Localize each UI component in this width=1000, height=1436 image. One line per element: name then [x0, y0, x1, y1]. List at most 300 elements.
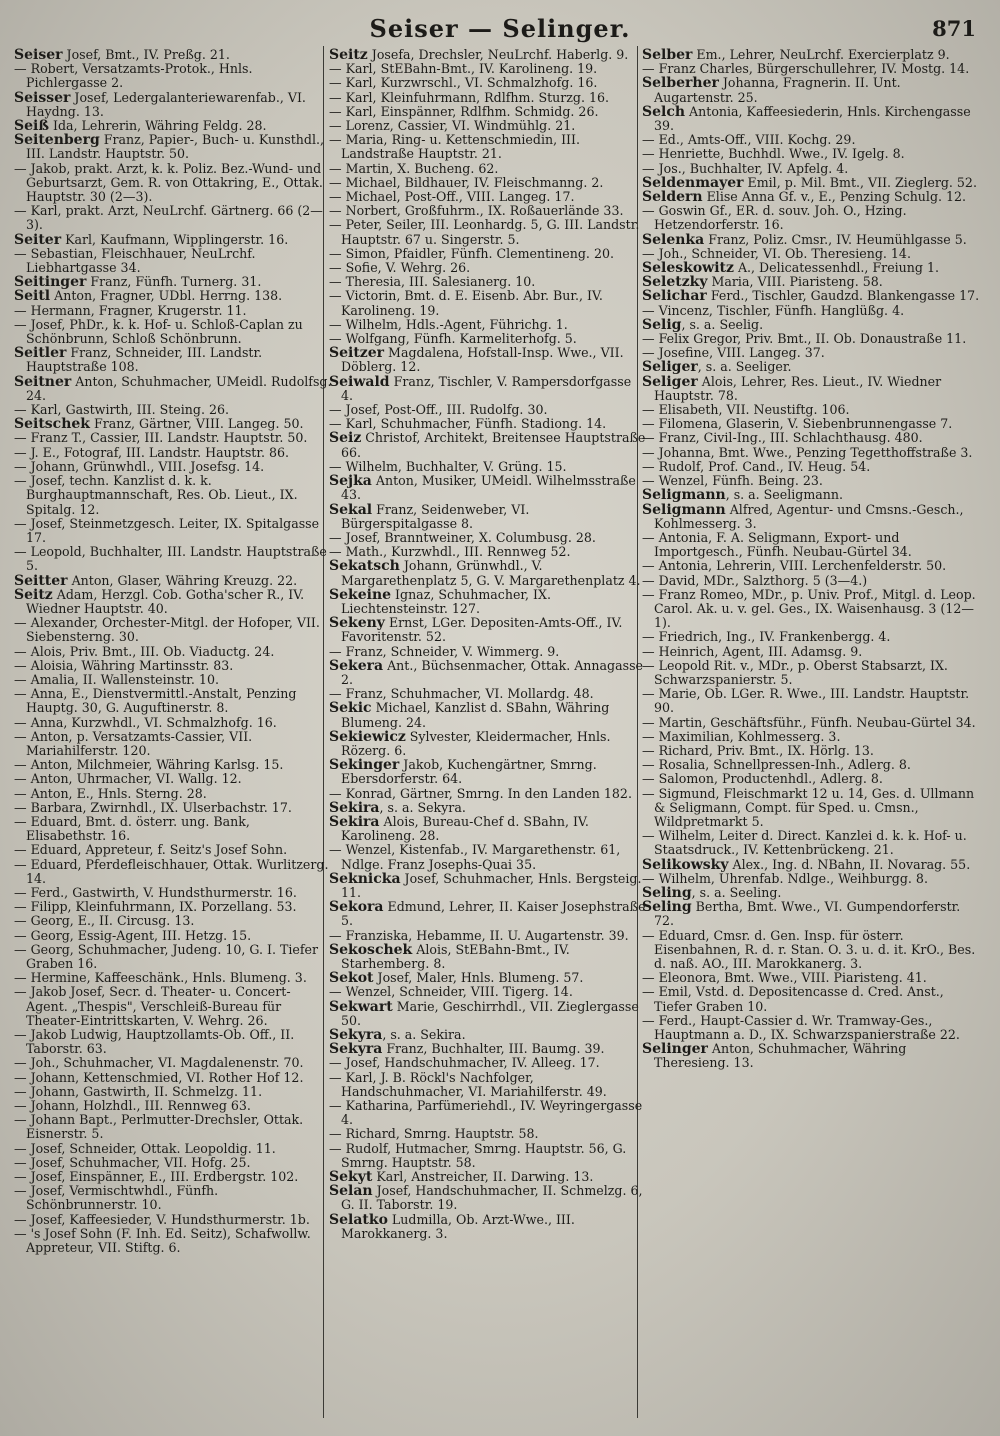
directory-entry [642, 431, 982, 445]
entry-surname: Sekyra [329, 1041, 383, 1058]
entry-surname: Sekiewicz [329, 728, 406, 745]
directory-entry [329, 1028, 647, 1042]
entry-text: Sylvester, Kleidermacher, Hnls. Rözerg. 6. [341, 728, 611, 758]
entry-text: Anton, Glaser, Währing Kreuzg. 22. [67, 572, 298, 588]
entry-surname: Sekal [329, 501, 373, 518]
entry-text: — Filipp, Kleinfuhrmann, IX. Porzellang. 53. [14, 899, 297, 915]
entry-text: — Hermann, Fragner, Krugerstr. 11. [14, 302, 247, 318]
entry-text: — Jakob, prakt. Arzt, k. k. Poliz. Bez.-Wund- und Geburtsarzt, Gem. R. von Ottakring, E., Ottak. Hauptstr. 30 (2—3). [14, 160, 323, 205]
entry-text: — Jos., Buchhalter, IV. Apfelg. 4. [642, 160, 849, 176]
directory-entry [14, 929, 332, 943]
entry-text: — Norbert, Großfuhrm., IX. Roßauerlände 33. [329, 203, 624, 219]
directory-entry [329, 403, 647, 417]
entry-text: Michael, Kanzlist d. SBahn, Währing Blumeng. 24. [341, 700, 610, 730]
directory-entry [14, 1071, 332, 1085]
entry-text: — Karl, Kleinfuhrmann, Rdlfhm. Sturzg. 16. [329, 89, 610, 105]
directory-entry [329, 218, 647, 246]
directory-entry [329, 588, 647, 616]
directory-entry [329, 815, 647, 843]
entry-text: — Maria, Ring- u. Kettenschmiedin, III. Landstraße Hauptstr. 21. [329, 132, 581, 162]
entry-surname: Sekic [329, 700, 372, 717]
entry-text: Franz, Poliz. Cmsr., IV. Heumühlgasse 5. [704, 231, 967, 247]
entry-text: , s. a. Seelig. [681, 316, 764, 332]
entry-text: — Leopold Rit. v., MDr., p. Oberst Stabsarzt, IX. Schwarzspanierstr. 5. [642, 657, 948, 687]
directory-entry [642, 275, 982, 289]
directory-entry [14, 119, 332, 133]
entry-text: Josef, Bmt., IV. Preßg. 21. [62, 48, 230, 62]
directory-entry [642, 375, 982, 403]
directory-entry [329, 1056, 647, 1070]
directory-entry [329, 872, 647, 900]
directory-entry [642, 716, 982, 730]
entry-text: — Karl, prakt. Arzt, NeuLrchf. Gärtnerg. 66 (2—3). [14, 203, 323, 233]
entry-text: Josef, Schuhmacher, Hnls. Bergsteig. 11. [341, 870, 642, 900]
directory-entry [14, 588, 332, 616]
directory-entry [642, 531, 982, 559]
entry-text: Anton, Musiker, UMeidl. Wilhelmsstraße 43. [341, 473, 636, 503]
directory-entry [329, 1000, 647, 1028]
directory-entry [329, 176, 647, 190]
directory-entry [14, 62, 332, 90]
entry-text: — Josef, Kaffeesieder, V. Hundsthurmerstr. 1b. [14, 1211, 310, 1227]
entry-text: — Goswin Gf., ER. d. souv. Joh. O., Hzing. Hetzendorferstr. 16. [642, 203, 907, 233]
directory-entry [642, 76, 982, 104]
entry-text: Em., Lehrer, NeuLrchf. Exercierplatz 9. [692, 48, 950, 62]
entry-surname: Seitschek [14, 416, 90, 433]
entry-text: — Barbara, Zwirnhdl., IX. Ulserbachstr. 17. [14, 799, 292, 815]
entry-text: — J. E., Fotograf, III. Landstr. Hauptstr. 86. [14, 444, 290, 460]
directory-entry [329, 545, 647, 559]
directory-entry [642, 630, 982, 644]
directory-entry [642, 886, 982, 900]
directory-entry [642, 176, 982, 190]
directory-entry [329, 531, 647, 545]
entry-text: — Georg, Essig-Agent, III. Hetzg. 15. [14, 927, 252, 943]
entry-surname: Selatko [329, 1211, 388, 1228]
directory-entry [329, 1170, 647, 1184]
directory-entry [329, 900, 647, 928]
directory-entry [329, 76, 647, 90]
entry-text: — Wilhelm, Hdls.-Agent, Führichg. 1. [329, 316, 568, 332]
directory-entry [642, 574, 982, 588]
entry-text: — Eduard, Cmsr. d. Gen. Insp. für österr. Eisenbahnen, R. d. r. Stan. O. 3. u. d. it. KrO., Bes. d. naß. AO., III. Marokkanerg. 3. [642, 927, 976, 971]
entry-text: — Ferd., Haupt-Cassier d. Wr. Tramway-Ges., Hauptmann a. D., IX. Schwarzspanierstraße 22. [642, 1012, 960, 1043]
directory-entry [642, 1042, 982, 1070]
directory-entry [329, 971, 647, 985]
directory-entry [642, 985, 982, 1013]
entry-text: — Wilhelm, Uhrenfab. Ndlge., Weihburgg. 8. [642, 870, 928, 886]
entry-text: , s. a. Seeligmann. [725, 487, 844, 503]
entry-text: — Michael, Bildhauer, IV. Fleischmanng. 2. [329, 174, 604, 190]
entry-text: — Sofie, V. Wehrg. 26. [329, 260, 471, 276]
entry-text: — Karl, Gastwirth, III. Steing. 26. [14, 402, 229, 418]
directory-entry [329, 332, 647, 346]
entry-text: — Richard, Priv. Bmt., IX. Hörlg. 13. [642, 742, 874, 758]
directory-entry [14, 1056, 332, 1070]
directory-entry [14, 772, 332, 786]
entry-text: Edmund, Lehrer, II. Kaiser Josephstraße 5. [341, 899, 646, 929]
directory-entry [14, 971, 332, 985]
directory-entry [642, 474, 982, 488]
directory-entry [329, 48, 647, 62]
entry-text: — Felix Gregor, Priv. Bmt., II. Ob. Donaustraße 11. [642, 331, 967, 347]
directory-entry [642, 460, 982, 474]
directory-entry [14, 318, 332, 346]
entry-surname: Seiser [14, 48, 63, 63]
directory-entry [329, 162, 647, 176]
directory-entry [329, 204, 647, 218]
entry-text: — Ferd., Gastwirth, V. Hundsthurmerstr. 16. [14, 884, 297, 900]
directory-entry [329, 91, 647, 105]
entry-text: — Karl, StEBahn-Bmt., IV. Karolineng. 19. [329, 61, 598, 77]
directory-entry [329, 105, 647, 119]
entry-text: Anton, Schuhmacher, UMeidl. Rudolfsg. 24. [26, 373, 332, 403]
entry-surname: Seitl [14, 288, 51, 305]
directory-entry [642, 162, 982, 176]
directory-column-2 [329, 48, 647, 1418]
entry-text: — Theresia, III. Salesianerg. 10. [329, 274, 536, 290]
directory-entry [642, 872, 982, 886]
directory-entry [14, 446, 332, 460]
entry-surname: Sekyra [329, 1027, 383, 1044]
entry-text: — Heinrich, Agent, III. Adamsg. 9. [642, 643, 863, 659]
entry-surname: Seitz [14, 586, 53, 603]
directory-entry [642, 900, 982, 928]
directory-entry [642, 304, 982, 318]
entry-text: — Wenzel, Fünfh. Being. 23. [642, 473, 823, 489]
entry-text: — Alois, Priv. Bmt., III. Ob. Viaductg. 24. [14, 643, 275, 659]
directory-entry [642, 247, 982, 261]
directory-entry [329, 460, 647, 474]
entry-text: Josef, Maler, Hnls. Blumeng. 57. [373, 970, 584, 986]
entry-surname: Seiwald [329, 373, 390, 390]
entry-text: Franz, Fünfh. Turnerg. 31. [86, 274, 262, 290]
entry-text: — Wenzel, Kistenfab., IV. Margarethenstr. 61, Ndlge. Franz Josephs-Quai 35. [329, 842, 621, 872]
directory-entry [642, 787, 982, 830]
entry-text: — Franz T., Cassier, III. Landstr. Hauptstr. 50. [14, 430, 308, 446]
entry-text: — Anna, E., Dienstvermittl.-Anstalt, Penzing Hauptg. 30, G. Auguftinerstr. 8. [14, 686, 297, 716]
page-header [0, 12, 1000, 52]
entry-text: — Georg, E., II. Circusg. 13. [14, 913, 195, 929]
entry-text: Ant., Büchsenmacher, Ottak. Annagasse 2. [341, 657, 643, 687]
directory-entry [14, 517, 332, 545]
directory-entry [14, 985, 332, 1028]
directory-entry [329, 1213, 647, 1241]
directory-entry [329, 318, 647, 332]
entry-surname: Selikowsky [642, 856, 729, 873]
entry-text: — Josef, Steinmetzgesch. Leiter, IX. Spitalgasse 17. [14, 515, 320, 545]
entry-text: , s. a. Sekyra. [379, 799, 466, 815]
directory-entry [329, 730, 647, 758]
directory-entry [14, 900, 332, 914]
directory-entry [14, 247, 332, 275]
directory-entry [14, 289, 332, 303]
entry-surname: Selch [642, 103, 686, 120]
entry-text: — Josef, Handschuhmacher, IV. Alleeg. 17. [329, 1055, 600, 1071]
directory-entry [14, 758, 332, 772]
entry-text: — Eduard, Pferdefleischhauer, Ottak. Wurlitzerg. 14. [14, 856, 329, 886]
directory-entry [642, 48, 982, 62]
entry-surname: Selichar [642, 288, 707, 305]
entry-text: — Anton, p. Versatzamts-Cassier, VII. Mariahilferstr. 120. [14, 728, 253, 758]
entry-surname: Sekeny [329, 615, 385, 632]
directory-entry [14, 673, 332, 687]
entry-text: Josef, Ledergalanteriewarenfab., VI. Haydng. 13. [26, 89, 306, 119]
entry-text: — Josef, Schuhmacher, VII. Hofg. 25. [14, 1154, 251, 1170]
entry-text: — Josefine, VIII. Langeg. 37. [642, 345, 825, 361]
directory-entry [14, 659, 332, 673]
entry-surname: Seisser [14, 89, 71, 106]
entry-surname: Sekyt [329, 1169, 373, 1186]
entry-text: — Martin, Geschäftsführ., Fünfh. Neubau-Gürtel 34. [642, 714, 976, 730]
directory-entry [642, 1014, 982, 1042]
entry-text: Emil, p. Mil. Bmt., VII. Zieglerg. 52. [743, 174, 977, 190]
directory-entry [329, 417, 647, 431]
entry-surname: Sekera [329, 657, 384, 674]
entry-text: Marie, Geschirrhdl., VII. Zieglergasse 50. [341, 998, 639, 1028]
entry-text: — Johann, Kettenschmied, VI. Rother Hof 12. [14, 1069, 304, 1085]
entry-text: Antonia, Kaffeesiederin, Hnls. Kirchengasse 39. [654, 103, 971, 134]
directory-entry [642, 360, 982, 374]
entry-text: — Peter, Seiler, III. Leonhardg. 5, G. III. Landstr. Hauptstr. 67 u. Singerstr. 5. [329, 217, 640, 247]
entry-surname: Sekira [329, 799, 380, 816]
entry-text: Franz, Seidenweber, VI. Bürgerspitalgasse 8. [341, 501, 530, 531]
entry-text: Bertha, Bmt. Wwe., VI. Gumpendorferstr. 72. [654, 899, 961, 929]
entry-text: Ernst, LGer. Depositen-Amts-Off., IV. Favoritenstr. 52. [341, 615, 623, 645]
entry-surname: Sekira [329, 813, 380, 830]
entry-text: — Josef, Vermischtwhdl., Fünfh. Schönbrunnerstr. 10. [14, 1183, 219, 1213]
entry-surname: Seletzky [642, 274, 708, 291]
directory-entry [642, 190, 982, 204]
directory-entry [14, 346, 332, 374]
directory-entry [14, 545, 332, 573]
entry-text: — Johann, Holzhdl., III. Rennweg 63. [14, 1098, 251, 1114]
directory-entry [14, 233, 332, 247]
entry-text: — Amalia, II. Wallensteinstr. 10. [14, 671, 219, 687]
directory-entry [642, 147, 982, 161]
entry-text: — Josef, techn. Kanzlist d. k. k. Burghauptmannschaft, Res. Ob. Lieut., IX. Spitalg. 12. [14, 473, 298, 517]
directory-entry [14, 1170, 332, 1184]
directory-entry [642, 417, 982, 431]
entry-text: — Hermine, Kaffeeschänk., Hnls. Blumeng. 3. [14, 970, 307, 986]
directory-entry [14, 275, 332, 289]
entry-surname: Selber [642, 48, 693, 63]
entry-surname: Seligmann [642, 501, 726, 518]
entry-text: — Franz, Schneider, V. Wimmerg. 9. [329, 643, 560, 659]
entry-text: — Anton, Milchmeier, Währing Karlsg. 15. [14, 757, 284, 773]
entry-text: Josef, Handschuhmacher, II. Schmelzg. 6, G. II. Taborstr. 19. [341, 1183, 643, 1213]
directory-entry [14, 204, 332, 232]
entry-text: — Sigmund, Fleischmarkt 12 u. 14, Ges. d. Ullmann & Seligmann, Compt. für Sped. u. Cmsn., Wildpretmarkt 5. [642, 785, 975, 829]
directory-entry [14, 815, 332, 843]
entry-surname: Seiz [329, 430, 362, 447]
entry-text: — Rosalia, Schnellpressen-Inh., Adlerg. 8. [642, 757, 911, 773]
entry-surname: Sejka [329, 473, 372, 490]
entry-text: — Franz Romeo, MDr., p. Univ. Prof., Mitgl. d. Leop. Carol. Ak. u. v. gel. Ges., IX. Waisenhausg. 3 (12—1). [642, 586, 976, 631]
entry-surname: Selinger [642, 1041, 708, 1058]
entry-text: — Josef, PhDr., k. k. Hof- u. Schloß-Caplan zu Schönbrunn, Schloß Schönbrunn. [14, 316, 303, 347]
directory-entry [329, 616, 647, 644]
directory-entry [14, 943, 332, 971]
entry-text: — Simon, Pfaidler, Fünfh. Clementineng. 20. [329, 245, 614, 261]
directory-entry [329, 474, 647, 502]
directory-entry [14, 801, 332, 815]
directory-entry [329, 559, 647, 587]
directory-entry [14, 417, 332, 431]
directory-entry [14, 716, 332, 730]
entry-text: Ignaz, Schuhmacher, IX. Liechtensteinstr. 127. [341, 586, 551, 616]
directory-entry [14, 162, 332, 205]
entry-text: — Josef, Schneider, Ottak. Leopoldig. 11. [14, 1140, 276, 1156]
directory-entry [329, 985, 647, 999]
page-title: Seiser — Selinger. [369, 14, 631, 43]
entry-text: Christof, Architekt, Breitensee Hauptstraße 66. [341, 430, 646, 460]
directory-entry [14, 91, 332, 119]
entry-text: — Johann, Gastwirth, II. Schmelzg. 11. [14, 1083, 263, 1099]
entry-text: — Franziska, Hebamme, II. U. Augartenstr. 39. [329, 927, 629, 943]
directory-entry [14, 914, 332, 928]
directory-entry [329, 119, 647, 133]
entry-surname: Sekeine [329, 586, 392, 603]
entry-text: Adam, Herzgl. Cob. Gotha'scher R., IV. Wiedner Hauptstr. 40. [26, 586, 305, 616]
entry-text: Franz, Papier-, Buch- u. Kunsthdl., III. Landstr. Hauptstr. 50. [26, 132, 325, 162]
entry-text: — Josef, Branntweiner, X. Columbusg. 28. [329, 529, 596, 545]
entry-text: — Alexander, Orchester-Mitgl. der Hofoper, VII. Siebensterng. 30. [14, 615, 320, 645]
directory-entry [14, 1113, 332, 1141]
entry-text: Johanna, Fragnerin. II. Unt. Augartenstr. 25. [654, 75, 901, 105]
directory-entry [329, 645, 647, 659]
entry-text: Jakob, Kuchengärtner, Smrng. Ebersdorferstr. 64. [341, 757, 597, 787]
entry-text: — Salomon, Productenhdl., Adlerg. 8. [642, 771, 883, 787]
directory-entry [642, 446, 982, 460]
directory-entry [329, 275, 647, 289]
entry-text: Alois, StEBahn-Bmt., IV. Starhemberg. 8. [341, 941, 570, 971]
entry-surname: Seitz [329, 48, 368, 63]
directory-entry [642, 588, 982, 631]
directory-entry [642, 659, 982, 687]
directory-entry [642, 346, 982, 360]
entry-text: Elise Anna Gf. v., E., Penzing Schulg. 12. [702, 189, 967, 205]
entry-text: Franz, Buchhalter, III. Baumg. 39. [382, 1041, 605, 1057]
entry-text: — Joh., Schneider, VI. Ob. Theresieng. 14. [642, 245, 911, 261]
directory-entry [14, 843, 332, 857]
directory-entry [642, 289, 982, 303]
entry-text: Ferd., Tischler, Gaudzd. Blankengasse 17. [706, 288, 980, 304]
entry-text: Ida, Lehrerin, Währing Feldg. 28. [48, 118, 267, 134]
entry-text: — Anna, Kurzwhdl., VI. Schmalzhofg. 16. [14, 714, 277, 730]
entry-text: — Jakob Ludwig, Hauptzollamts-Ob. Off., II. Taborstr. 63. [14, 1027, 295, 1057]
entry-text: — Franz, Schuhmacher, VI. Mollardg. 48. [329, 686, 594, 702]
directory-entry [14, 48, 332, 62]
entry-surname: Seitenberg [14, 132, 100, 149]
directory-entry [14, 1085, 332, 1099]
entry-text: — Antonia, Lehrerin, VIII. Lerchenfelderstr. 50. [642, 558, 947, 574]
entry-text: Alois, Bureau-Chef d. SBahn, IV. Karolineng. 28. [341, 813, 589, 844]
entry-text: — Karl, Kurzwrschl., VI. Schmalzhofg. 16. [329, 75, 598, 91]
directory-entry [642, 645, 982, 659]
directory-entry [14, 616, 332, 644]
directory-entry [329, 1184, 647, 1212]
directory-entry [14, 460, 332, 474]
directory-entry [329, 503, 647, 531]
entry-surname: Sekwart [329, 998, 393, 1015]
directory-entry [14, 1184, 332, 1212]
directory-entry [14, 431, 332, 445]
entry-text: Magdalena, Hofstall-Insp. Wwe., VII. Döblerg. 12. [341, 345, 624, 375]
entry-text: — Eleonora, Bmt. Wwe., VIII. Piaristeng. 41. [642, 970, 927, 986]
entry-surname: Seligmann [642, 487, 726, 504]
entry-text: — Wenzel, Schneider, VIII. Tigerg. 14. [329, 984, 573, 1000]
directory-entry [14, 687, 332, 715]
directory-entry [642, 858, 982, 872]
directory-entry [329, 1099, 647, 1127]
entry-text: — Georg, Schuhmacher, Judeng. 10, G. I. Tiefer Graben 16. [14, 941, 319, 971]
directory-entry [642, 929, 982, 972]
directory-entry [329, 133, 647, 161]
entry-surname: Sekot [329, 970, 374, 987]
directory-entry [14, 1213, 332, 1227]
entry-text: — Leopold, Buchhalter, III. Landstr. Hauptstraße 5. [14, 544, 327, 574]
entry-text: — Johann Bapt., Perlmutter-Drechsler, Ottak. Eisnerstr. 5. [14, 1112, 304, 1142]
entry-text: — Ed., Amts-Off., VIII. Kochg. 29. [642, 132, 856, 148]
entry-text: — Antonia, F. A. Seligmann, Export- und Importgesch., Fünfh. Neubau-Gürtel 34. [642, 529, 912, 560]
entry-text: — Jakob Josef, Secr. d. Theater- u. Concert-Agent. „Thespis", Verschleiß-Bureau für Theater-Eintrittskarten, V. Wehrg. 26. [14, 984, 291, 1028]
directory-entry [642, 503, 982, 531]
entry-surname: Seldern [642, 189, 703, 206]
entry-text: — Franz, Civil-Ing., III. Schlachthausg. 480. [642, 430, 923, 446]
directory-entry [329, 431, 647, 459]
entry-text: Anton, Fragner, UDbl. Herrng. 138. [50, 288, 283, 304]
entry-text: — Marie, Ob. LGer. R. Wwe., III. Landstr. Hauptstr. 90. [642, 686, 970, 716]
entry-text: Alex., Ing. d. NBahn, II. Novarag. 55. [728, 856, 971, 872]
entry-text: — Wilhelm, Leiter d. Direct. Kanzlei d. k. k. Hof- u. Staatsdruck., IV. Kettenbrückeng. 21. [642, 828, 967, 858]
directory-entry [329, 687, 647, 701]
entry-surname: Seldenmayer [642, 174, 744, 191]
directory-entry [642, 332, 982, 346]
entry-text: — 's Josef Sohn (F. Inh. Ed. Seitz), Schafwollw. Appreteur, VII. Stiftg. 6. [14, 1225, 311, 1256]
entry-surname: Seknicka [329, 870, 401, 887]
directory-entry [642, 744, 982, 758]
entry-text: A., Delicatessenhdl., Freiung 1. [733, 260, 939, 276]
entry-text: — Michael, Post-Off., VIII. Langeg. 17. [329, 189, 575, 205]
directory-entry [14, 304, 332, 318]
entry-surname: Seling [642, 884, 692, 901]
directory-column-1 [14, 48, 332, 1418]
entry-surname: Selig [642, 316, 682, 333]
directory-entry [14, 645, 332, 659]
directory-entry [329, 1127, 647, 1141]
entry-text: Josefa, Drechsler, NeuLrchf. Haberlg. 9. [367, 48, 629, 62]
directory-entry [642, 204, 982, 232]
directory-entry [14, 886, 332, 900]
entry-text: Johann, Grünwhdl., V. Margarethenplatz 5, G. V. Margarethenplatz 4. [341, 558, 641, 588]
entry-text: Karl, Anstreicher, II. Darwing. 13. [372, 1169, 594, 1185]
entry-surname: Seitner [14, 373, 72, 390]
entry-text: — Johann, Grünwhdl., VIII. Josefsg. 14. [14, 458, 265, 474]
directory-entry [642, 488, 982, 502]
entry-text: — Emil, Vstd. d. Depositencasse d. Cred. Anst., Tiefer Graben 10. [642, 984, 944, 1014]
directory-entry [642, 772, 982, 786]
entry-text: — Friedrich, Ing., IV. Frankenbergg. 4. [642, 629, 891, 645]
directory-entry [642, 105, 982, 133]
directory-entry [329, 943, 647, 971]
entry-text: — Martin, X. Bucheng. 62. [329, 160, 499, 176]
entry-surname: Sekoschek [329, 941, 413, 958]
directory-entry [642, 971, 982, 985]
entry-text: — Katharina, Parfümeriehdl., IV. Weyringergasse 4. [329, 1098, 643, 1128]
directory-entry [329, 787, 647, 801]
entry-surname: Seleskowitz [642, 260, 734, 277]
